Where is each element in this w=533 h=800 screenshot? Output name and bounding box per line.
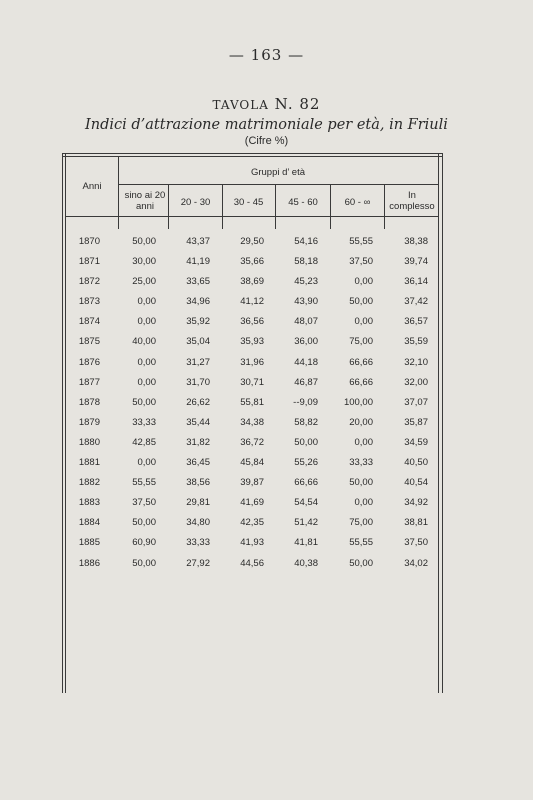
value-cell: 60,90 bbox=[132, 537, 156, 549]
value-cell: 31,96 bbox=[240, 356, 264, 368]
value-cell: 35,92 bbox=[186, 316, 210, 328]
anni-divider-lower bbox=[118, 216, 119, 229]
table-row bbox=[62, 336, 442, 356]
table-row bbox=[62, 357, 442, 377]
value-cell: 0,00 bbox=[137, 376, 156, 388]
value-cell: 36,72 bbox=[240, 436, 264, 448]
value-cell: 41,93 bbox=[240, 537, 264, 549]
value-cell: 34,38 bbox=[240, 416, 264, 428]
value-cell: 30,00 bbox=[132, 256, 156, 268]
value-cell: 50,00 bbox=[294, 436, 318, 448]
year-cell: 1886 bbox=[78, 557, 100, 569]
value-cell: 36,57 bbox=[404, 316, 428, 328]
value-cell: 45,84 bbox=[240, 457, 264, 469]
table-title-number: N. 82 bbox=[274, 95, 321, 113]
value-cell: 0,00 bbox=[137, 356, 156, 368]
year-cell: 1875 bbox=[78, 336, 100, 348]
header-col-2: 20 - 30 bbox=[180, 197, 211, 208]
value-cell: 34,80 bbox=[186, 517, 210, 529]
value-cell: 0,00 bbox=[354, 497, 373, 509]
value-cell: 33,33 bbox=[186, 537, 210, 549]
value-cell: 33,33 bbox=[349, 457, 373, 469]
value-cell: 42,35 bbox=[240, 517, 264, 529]
anni-column-divider bbox=[118, 156, 119, 217]
value-cell: 50,00 bbox=[349, 296, 373, 308]
value-cell: 37,50 bbox=[132, 497, 156, 509]
value-cell: 29,81 bbox=[186, 497, 210, 509]
year-cell: 1880 bbox=[78, 436, 100, 448]
table-row bbox=[62, 517, 442, 537]
value-cell: 35,44 bbox=[186, 416, 210, 428]
value-cell: 51,42 bbox=[294, 517, 318, 529]
value-cell: 55,81 bbox=[240, 396, 264, 408]
table-note: (Cifre %) bbox=[244, 135, 289, 147]
value-cell: 40,38 bbox=[294, 557, 318, 569]
value-cell: 31,82 bbox=[186, 436, 210, 448]
value-cell: 36,45 bbox=[186, 457, 210, 469]
value-cell: 39,87 bbox=[240, 477, 264, 489]
header-col-4: 45 - 60 bbox=[288, 197, 318, 208]
value-cell: 33,33 bbox=[132, 416, 156, 428]
value-cell: 50,00 bbox=[132, 236, 156, 247]
value-cell: 37,42 bbox=[404, 296, 428, 308]
value-cell: 55,55 bbox=[349, 236, 373, 247]
value-cell: 37,50 bbox=[349, 256, 373, 268]
table-top-rule bbox=[62, 153, 443, 154]
value-cell: 31,27 bbox=[186, 356, 210, 368]
value-cell: 36,00 bbox=[294, 336, 318, 348]
value-cell: 26,62 bbox=[186, 396, 210, 408]
value-cell: 41,19 bbox=[186, 256, 210, 268]
value-cell: 44,18 bbox=[294, 356, 318, 368]
value-cell: 30,71 bbox=[240, 376, 264, 388]
value-cell: 54,16 bbox=[294, 236, 318, 247]
value-cell: 40,00 bbox=[132, 336, 156, 348]
year-cell: 1882 bbox=[78, 477, 100, 489]
header-group: Gruppi d’ età bbox=[250, 167, 306, 178]
year-cell: 1884 bbox=[78, 517, 100, 529]
table-row bbox=[62, 537, 442, 557]
value-cell: 35,04 bbox=[186, 336, 210, 348]
year-cell: 1885 bbox=[78, 537, 100, 549]
year-cell: 1883 bbox=[78, 497, 100, 509]
header-col-3: 30 - 45 bbox=[233, 197, 264, 208]
table-row bbox=[62, 236, 442, 256]
value-cell: 35,87 bbox=[404, 416, 428, 428]
value-cell: 34,02 bbox=[404, 557, 428, 569]
table-row bbox=[62, 497, 442, 517]
year-cell: 1876 bbox=[78, 356, 100, 368]
value-cell: 100,00 bbox=[343, 396, 373, 408]
value-cell: 50,00 bbox=[349, 477, 373, 489]
year-cell: 1877 bbox=[78, 376, 100, 388]
value-cell: 33,65 bbox=[186, 276, 210, 288]
header-anni: Anni bbox=[82, 181, 102, 192]
value-cell: 32,10 bbox=[404, 356, 428, 368]
table-row bbox=[62, 377, 442, 397]
value-cell: 31,70 bbox=[186, 376, 210, 388]
value-cell: 44,56 bbox=[240, 557, 264, 569]
value-cell: 34,96 bbox=[186, 296, 210, 308]
value-cell: 43,37 bbox=[186, 236, 210, 247]
value-cell: 58,82 bbox=[294, 416, 318, 428]
value-cell: 25,00 bbox=[132, 276, 156, 288]
value-cell: 55,26 bbox=[294, 457, 318, 469]
year-cell: 1872 bbox=[78, 276, 100, 288]
table-title bbox=[0, 95, 533, 113]
value-cell: 40,50 bbox=[404, 457, 428, 469]
value-cell: 37,50 bbox=[404, 537, 428, 549]
value-cell: 41,81 bbox=[294, 537, 318, 549]
col-divider-5 bbox=[384, 185, 385, 229]
value-cell: 32,00 bbox=[404, 376, 428, 388]
table-row bbox=[62, 397, 442, 417]
value-cell: 38,38 bbox=[404, 236, 428, 247]
value-cell: 0,00 bbox=[354, 316, 373, 328]
value-cell: 38,69 bbox=[240, 276, 264, 288]
value-cell: 66,66 bbox=[349, 376, 373, 388]
value-cell: 36,14 bbox=[404, 276, 428, 288]
value-cell: 38,56 bbox=[186, 477, 210, 489]
year-cell: 1878 bbox=[78, 396, 100, 408]
value-cell: 34,59 bbox=[404, 436, 428, 448]
value-cell: 50,00 bbox=[132, 557, 156, 569]
value-cell: 41,12 bbox=[240, 296, 264, 308]
table-title-word: TAVOLA bbox=[212, 98, 269, 112]
year-cell: 1871 bbox=[78, 256, 100, 268]
value-cell: 75,00 bbox=[349, 336, 373, 348]
value-cell: 41,69 bbox=[240, 497, 264, 509]
value-cell: 54,54 bbox=[294, 497, 318, 509]
value-cell: 39,74 bbox=[404, 256, 428, 268]
table-row bbox=[62, 417, 442, 437]
group-header-rule bbox=[118, 184, 439, 185]
table-row bbox=[62, 437, 442, 457]
value-cell: 55,55 bbox=[132, 477, 156, 489]
value-cell: 40,54 bbox=[404, 477, 428, 489]
table-row bbox=[62, 256, 442, 276]
value-cell: 0,00 bbox=[354, 436, 373, 448]
table-body bbox=[62, 236, 442, 578]
value-cell: 50,00 bbox=[132, 396, 156, 408]
value-cell: 20,00 bbox=[349, 416, 373, 428]
value-cell: 38,81 bbox=[404, 517, 428, 529]
value-cell: 48,07 bbox=[294, 316, 318, 328]
value-cell: 29,50 bbox=[240, 236, 264, 247]
value-cell: 0,00 bbox=[137, 316, 156, 328]
value-cell: 0,00 bbox=[354, 276, 373, 288]
table-row bbox=[62, 457, 442, 477]
year-cell: 1879 bbox=[78, 416, 100, 428]
year-cell: 1873 bbox=[78, 296, 100, 308]
value-cell: 35,66 bbox=[240, 256, 264, 268]
table-subtitle: Indici d’attrazione matrimoniale per età, in Friuli bbox=[85, 117, 448, 133]
table-row bbox=[62, 477, 442, 497]
value-cell: 58,18 bbox=[294, 256, 318, 268]
table-row bbox=[62, 558, 442, 578]
value-cell: --9,09 bbox=[293, 396, 318, 408]
value-cell: 66,66 bbox=[349, 356, 373, 368]
value-cell: 43,90 bbox=[294, 296, 318, 308]
header-col-1: sino ai 20 anni bbox=[124, 190, 166, 212]
value-cell: 46,87 bbox=[294, 376, 318, 388]
value-cell: 34,92 bbox=[404, 497, 428, 509]
value-cell: 66,66 bbox=[294, 477, 318, 489]
value-cell: 42,85 bbox=[132, 436, 156, 448]
value-cell: 37,07 bbox=[404, 396, 428, 408]
page-number: — 163 — bbox=[228, 46, 305, 64]
value-cell: 0,00 bbox=[137, 457, 156, 469]
value-cell: 36,56 bbox=[240, 316, 264, 328]
value-cell: 35,59 bbox=[404, 336, 428, 348]
table-right-border-2 bbox=[442, 153, 443, 693]
value-cell: 75,00 bbox=[349, 517, 373, 529]
table-top-rule-2 bbox=[62, 156, 443, 157]
table-row bbox=[62, 296, 442, 316]
header-col-5: 60 - ∞ bbox=[344, 197, 371, 208]
value-cell: 50,00 bbox=[132, 517, 156, 529]
value-cell: 27,92 bbox=[186, 557, 210, 569]
year-cell: 1881 bbox=[78, 457, 100, 469]
year-cell: 1874 bbox=[78, 316, 100, 328]
header-col-6: In complesso bbox=[389, 190, 435, 212]
table-row bbox=[62, 316, 442, 336]
value-cell: 55,55 bbox=[349, 537, 373, 549]
value-cell: 0,00 bbox=[137, 296, 156, 308]
value-cell: 50,00 bbox=[349, 557, 373, 569]
table-row bbox=[62, 276, 442, 296]
year-cell: 1870 bbox=[78, 236, 100, 247]
value-cell: 35,93 bbox=[240, 336, 264, 348]
value-cell: 45,23 bbox=[294, 276, 318, 288]
